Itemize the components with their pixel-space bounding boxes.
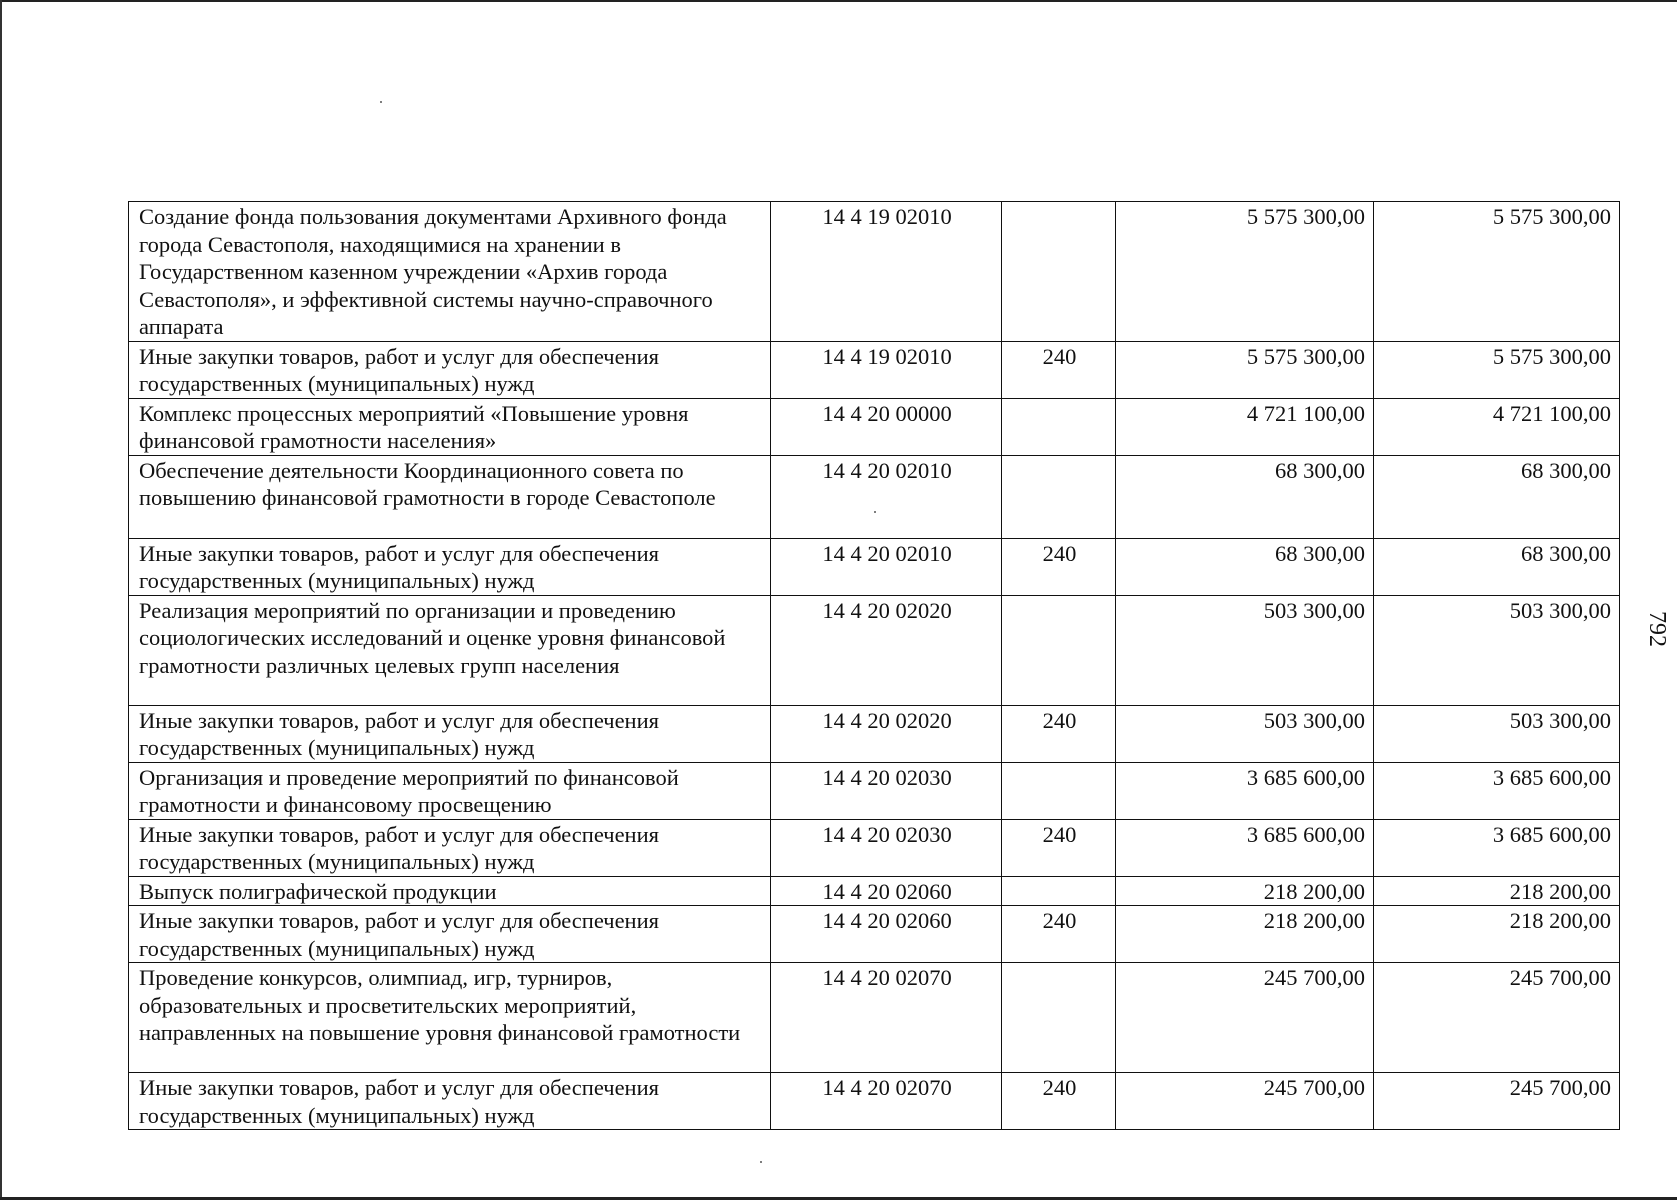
row-name-cell: Иные закупки товаров, работ и услуг для обеспечения государственных (муниципальных) нужд bbox=[129, 819, 771, 876]
table-row bbox=[129, 341, 1620, 398]
row-code-cell: 14 4 20 02060 bbox=[771, 876, 1002, 906]
row-code-cell: 14 4 20 02020 bbox=[771, 595, 1002, 705]
table-row bbox=[129, 595, 1620, 705]
scan-edge-top bbox=[0, 0, 1677, 2]
row-name-cell: Организация и проведение мероприятий по финансовой грамотности и финансовому просвещению bbox=[129, 762, 771, 819]
row-amount1-cell: 3 685 600,00 bbox=[1116, 762, 1374, 819]
table-row bbox=[129, 705, 1620, 762]
table-row bbox=[129, 202, 1620, 342]
row-code-cell: 14 4 20 02020 bbox=[771, 705, 1002, 762]
row-code-cell: 14 4 20 02030 bbox=[771, 762, 1002, 819]
row-amount1-cell: 3 685 600,00 bbox=[1116, 819, 1374, 876]
row-code-cell: 14 4 20 02070 bbox=[771, 1073, 1002, 1130]
row-amount1-cell: 218 200,00 bbox=[1116, 906, 1374, 963]
row-code-cell: 14 4 20 02060 bbox=[771, 906, 1002, 963]
table-row bbox=[129, 455, 1620, 538]
row-amount2-cell: 503 300,00 bbox=[1374, 705, 1620, 762]
row-amount2-cell: 5 575 300,00 bbox=[1374, 202, 1620, 342]
row-name-cell: Обеспечение деятельности Координационного совета по повышению финансовой грамотности в городе Севастополе bbox=[129, 455, 771, 538]
row-type-cell: 240 bbox=[1002, 1073, 1116, 1130]
row-type-cell bbox=[1002, 202, 1116, 342]
row-amount2-cell: 3 685 600,00 bbox=[1374, 762, 1620, 819]
row-name-cell: Иные закупки товаров, работ и услуг для обеспечения государственных (муниципальных) нужд bbox=[129, 705, 771, 762]
row-name-cell: Комплекс процессных мероприятий «Повышение уровня финансовой грамотности населения» bbox=[129, 398, 771, 455]
row-type-cell bbox=[1002, 876, 1116, 906]
row-name-cell: Иные закупки товаров, работ и услуг для обеспечения государственных (муниципальных) нужд bbox=[129, 1073, 771, 1130]
row-type-cell bbox=[1002, 595, 1116, 705]
row-amount1-cell: 5 575 300,00 bbox=[1116, 202, 1374, 342]
row-amount1-cell: 245 700,00 bbox=[1116, 1073, 1374, 1130]
row-name-cell: Иные закупки товаров, работ и услуг для обеспечения государственных (муниципальных) нужд bbox=[129, 538, 771, 595]
row-amount1-cell: 5 575 300,00 bbox=[1116, 341, 1374, 398]
table-row bbox=[129, 963, 1620, 1073]
row-name-cell: Иные закупки товаров, работ и услуг для обеспечения государственных (муниципальных) нужд bbox=[129, 906, 771, 963]
table-row bbox=[129, 538, 1620, 595]
row-type-cell bbox=[1002, 762, 1116, 819]
row-amount1-cell: 4 721 100,00 bbox=[1116, 398, 1374, 455]
row-amount1-cell: 503 300,00 bbox=[1116, 705, 1374, 762]
table-row bbox=[129, 906, 1620, 963]
row-amount2-cell: 218 200,00 bbox=[1374, 876, 1620, 906]
row-amount2-cell: 5 575 300,00 bbox=[1374, 341, 1620, 398]
row-code-cell: 14 4 20 02010 bbox=[771, 538, 1002, 595]
row-amount1-cell: 503 300,00 bbox=[1116, 595, 1374, 705]
row-code-cell: 14 4 19 02010 bbox=[771, 341, 1002, 398]
row-code-cell: 14 4 19 02010 bbox=[771, 202, 1002, 342]
row-name-cell: Проведение конкурсов, олимпиад, игр, турниров, образовательных и просветительских мероприятий, направленных на повышение уровня финансовой грамотности bbox=[129, 963, 771, 1073]
row-amount2-cell: 3 685 600,00 bbox=[1374, 819, 1620, 876]
row-amount1-cell: 68 300,00 bbox=[1116, 538, 1374, 595]
table-row bbox=[129, 1073, 1620, 1130]
row-amount1-cell: 68 300,00 bbox=[1116, 455, 1374, 538]
row-code-cell: 14 4 20 02010 bbox=[771, 455, 1002, 538]
row-type-cell: 240 bbox=[1002, 819, 1116, 876]
table-row bbox=[129, 876, 1620, 906]
row-amount2-cell: 245 700,00 bbox=[1374, 963, 1620, 1073]
row-amount2-cell: 218 200,00 bbox=[1374, 906, 1620, 963]
row-type-cell: 240 bbox=[1002, 705, 1116, 762]
row-amount2-cell: 68 300,00 bbox=[1374, 455, 1620, 538]
row-type-cell bbox=[1002, 963, 1116, 1073]
table-row bbox=[129, 819, 1620, 876]
row-amount2-cell: 503 300,00 bbox=[1374, 595, 1620, 705]
scan-edge-left bbox=[0, 0, 2, 1200]
row-type-cell: 240 bbox=[1002, 341, 1116, 398]
row-code-cell: 14 4 20 00000 bbox=[771, 398, 1002, 455]
row-amount2-cell: 68 300,00 bbox=[1374, 538, 1620, 595]
row-type-cell: 240 bbox=[1002, 906, 1116, 963]
row-name-cell: Выпуск полиграфической продукции bbox=[129, 876, 771, 906]
table-row bbox=[129, 762, 1620, 819]
row-type-cell bbox=[1002, 398, 1116, 455]
row-name-cell: Иные закупки товаров, работ и услуг для обеспечения государственных (муниципальных) нужд bbox=[129, 341, 771, 398]
row-type-cell: 240 bbox=[1002, 538, 1116, 595]
row-code-cell: 14 4 20 02030 bbox=[771, 819, 1002, 876]
row-amount2-cell: 245 700,00 bbox=[1374, 1073, 1620, 1130]
scan-speck bbox=[760, 1161, 762, 1163]
table-row bbox=[129, 398, 1620, 455]
row-name-cell: Реализация мероприятий по организации и проведению социологических исследований и оценке уровня финансовой грамотности различных целевых групп населения bbox=[129, 595, 771, 705]
row-amount1-cell: 245 700,00 bbox=[1116, 963, 1374, 1073]
row-type-cell bbox=[1002, 455, 1116, 538]
row-amount1-cell: 218 200,00 bbox=[1116, 876, 1374, 906]
row-amount2-cell: 4 721 100,00 bbox=[1374, 398, 1620, 455]
page-number: 792 bbox=[1644, 611, 1670, 647]
scan-speck bbox=[380, 101, 382, 103]
budget-table bbox=[128, 201, 1620, 1130]
row-code-cell: 14 4 20 02070 bbox=[771, 963, 1002, 1073]
row-name-cell: Создание фонда пользования документами Архивного фонда города Севастополя, находящимися на хранении в Государственном казенном учреждении «Архив города Севастополя», и эффективной системы научно-справочного аппарата bbox=[129, 202, 771, 342]
